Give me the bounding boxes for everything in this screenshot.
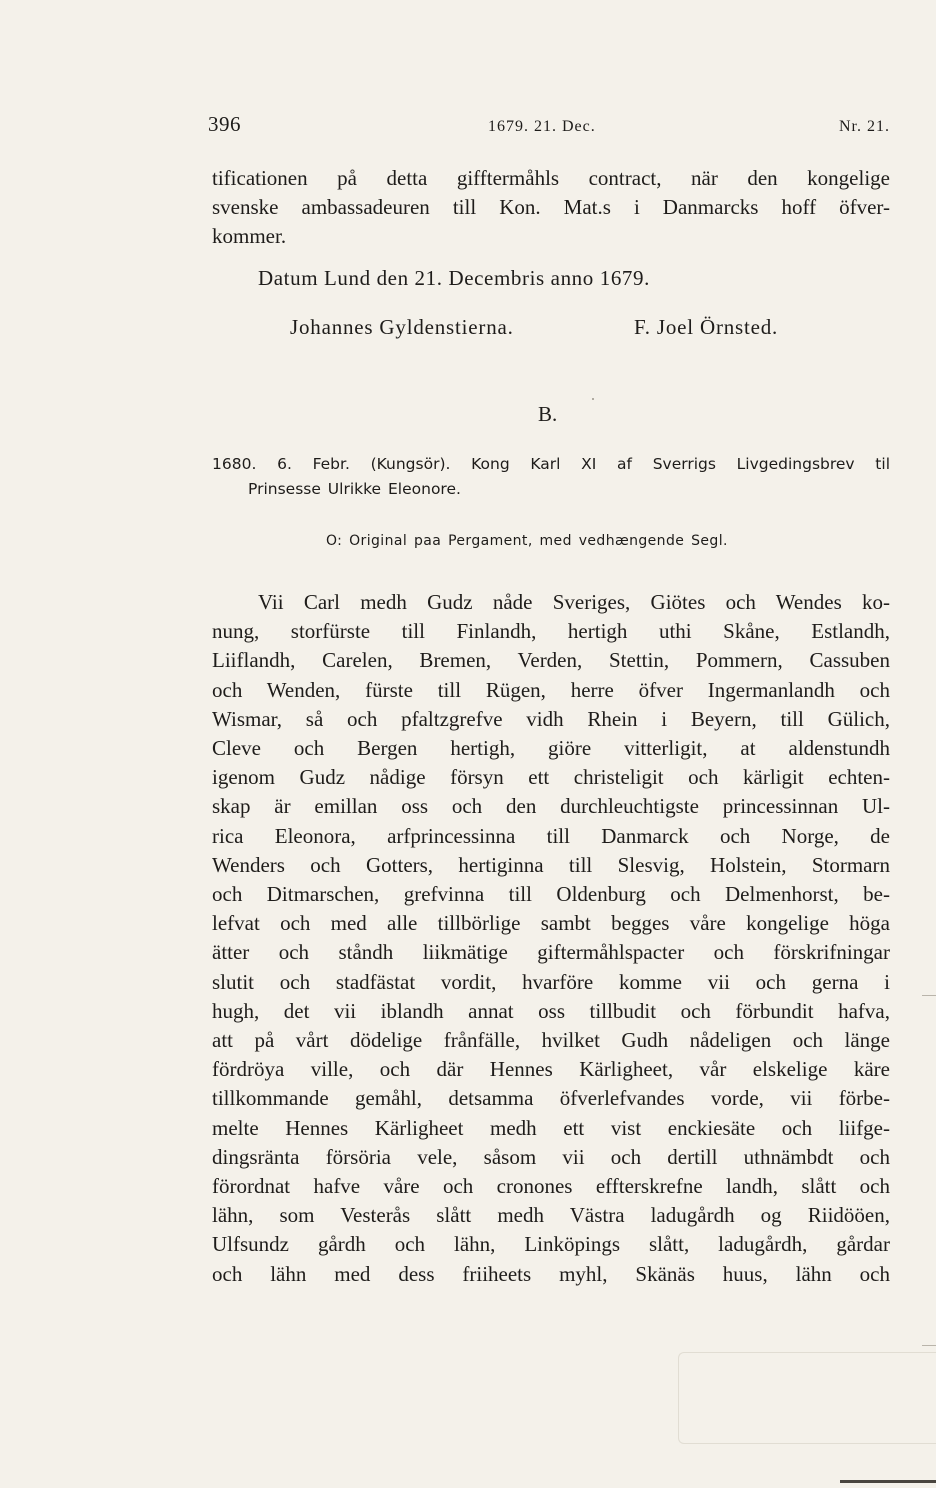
text-line: rica Eleonora, arfprincessinna till Danmarck och Norge, de bbox=[212, 823, 890, 848]
text-line: Vii Carl medh Gudz nåde Sveriges, Giötes och Wendes ko- bbox=[258, 590, 890, 614]
text-line: slutit och stadfästat vordit, hvarföre komme vii och gerna i bbox=[212, 969, 890, 994]
text-line: lefvat och med alle tillbörlige sambt begges våre kongelige höga bbox=[212, 911, 890, 936]
text-line: Wismar, så och pfaltzgrefve vidh Rhein i Beyern, till Gülich, bbox=[212, 706, 890, 731]
text-line: och Ditmarschen, grefvinna till Oldenburg och Delmenhorst, be- bbox=[212, 882, 890, 907]
text-line: tificationen på detta gifftermåhls contract, när den kongelige bbox=[212, 166, 890, 190]
edge-mark bbox=[922, 995, 936, 996]
page-edge-rule bbox=[840, 1480, 936, 1483]
signature-ornsted: F. Joel Örnsted. bbox=[634, 315, 779, 339]
edge-mark bbox=[922, 1345, 936, 1346]
contract-paragraph bbox=[212, 164, 890, 252]
entry-line: 1680. 6. Febr. (Kungsör). Kong Karl XI af Sverrigs Livgedingsbrev til bbox=[212, 455, 890, 473]
text-line: och Wenden, fürste till Rügen, herre öfver Ingermanlandh och bbox=[212, 677, 890, 702]
text-line: Wenders och Gotters, hertiginna till Slesvig, Holstein, Stormarn bbox=[212, 852, 890, 877]
text-line: och lähn med dess friiheets myhl, Skänäs huus, lähn och bbox=[212, 1261, 890, 1286]
page-number: 396 bbox=[208, 112, 241, 136]
text-line: fördröya ville, och där Hennes Kärligheet, vår elskelige käre bbox=[212, 1057, 890, 1082]
letter-body bbox=[212, 588, 890, 1289]
text-line: att på vårt dödelige frånfälle, hvilket Gudh nådeligen och länge bbox=[212, 1028, 890, 1053]
text-line: Cleve och Bergen hertigh, giöre vitterligit, at aldenstundh bbox=[212, 736, 890, 761]
source-note: O: Original paa Pergament, med vedhængende Segl. bbox=[326, 533, 728, 549]
header-date: 1679. 21. Dec. bbox=[488, 118, 596, 135]
text-line: nung, storfürste till Finlandh, hertigh uthi Skåne, Estlandh, bbox=[212, 619, 890, 644]
section-heading: B. bbox=[538, 402, 558, 426]
text-line: Ulfsundz gårdh och lähn, Linköpings slått, ladugårdh, gårdar bbox=[212, 1232, 890, 1257]
page-header bbox=[208, 112, 890, 142]
text-line: hugh, det vii iblandh annat oss tillbudit och förbundit hafva, bbox=[212, 998, 890, 1023]
paper-shadow bbox=[678, 1352, 936, 1444]
text-line: kommer. bbox=[212, 224, 287, 249]
text-line: lähn, som Vesterås slått medh Västra ladugårdh og Riidööen, bbox=[212, 1203, 890, 1228]
text-line: ätter och ståndh liikmätige giftermåhlspacter och förskrifningar bbox=[212, 940, 890, 965]
text-line: melte Hennes Kärligheet medh ett vist enckiesäte och liifge- bbox=[212, 1115, 890, 1140]
signature-gyldenstierna: Johannes Gyldenstierna. bbox=[290, 315, 514, 339]
entry-line: Prinsesse Ulrikke Eleonore. bbox=[248, 480, 461, 498]
text-line: Liiflandh, Carelen, Bremen, Verden, Stettin, Pommern, Cassuben bbox=[212, 648, 890, 673]
text-line: tillkommande gemåhl, detsamma öfverlefvandes vorde, vii förbe- bbox=[212, 1086, 890, 1111]
text-line: dingsränta försöria vele, såsom vii och dertill uthnämbdt och bbox=[212, 1144, 890, 1169]
datum-line: Datum Lund den 21. Decembris anno 1679. bbox=[258, 266, 650, 290]
paper-speck bbox=[592, 398, 594, 400]
text-line: skap är emillan oss och den durchleuchtigste princessinnan Ul- bbox=[212, 794, 890, 819]
document-number: Nr. 21. bbox=[839, 118, 890, 135]
text-line: förordnat hafve våre och cronones effterskrefne landh, slått och bbox=[212, 1174, 890, 1199]
document-entry-heading bbox=[212, 452, 890, 502]
text-line: igenom Gudz nådige försyn ett christeligit och kärligit echten- bbox=[212, 765, 890, 790]
text-line: svenske ambassadeuren till Kon. Mat.s i Danmarcks hoff öfver- bbox=[212, 195, 890, 220]
